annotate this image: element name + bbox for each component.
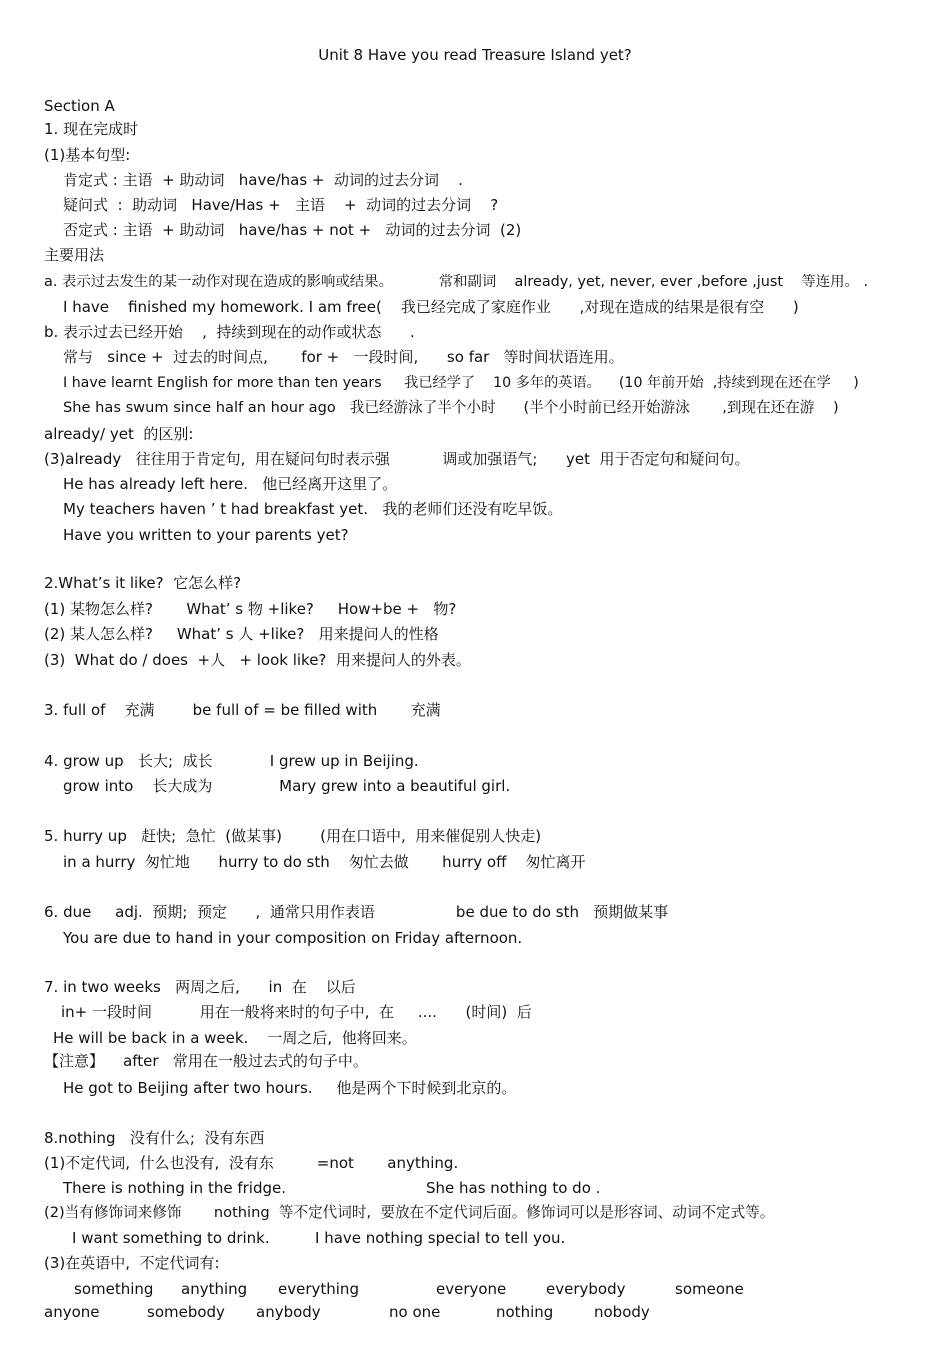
text-line: She has nothing to do . <box>426 1179 601 1197</box>
text-line: 常与 since + 过去的时间点, for + 一段时间, so far 等时间状语连用。 <box>63 348 624 366</box>
pronoun-word: somebody <box>147 1303 225 1321</box>
text-line: already/ yet 的区别: <box>44 425 194 443</box>
text-line: grow into 长大成为 Mary grew into a beautiful girl. <box>63 777 511 795</box>
item-heading: 3. full of 充满 be full of = be filled with 充满 <box>44 701 441 719</box>
text-line: I have nothing special to tell you. <box>315 1229 566 1247</box>
item-heading: 8.nothing 没有什么; 没有东西 <box>44 1129 265 1147</box>
text-line: a. 表示过去发生的某一动作对现在造成的影响或结果。 常和副词 already, yet, never, ever ,before ,just 等连用。 . <box>44 274 869 290</box>
pronoun-word: someone <box>675 1280 744 1298</box>
text-line: (2)当有修饰词来修饰 nothing 等不定代词时, 要放在不定代词后面。修饰词可以是形容词、动词不定式等。 <box>44 1204 775 1221</box>
text-line: (3)already 往往用于肯定句, 用在疑问句时表示强 调或加强语气; yet 用于否定句和疑问句。 <box>44 450 750 468</box>
text-line: 肯定式 : 主语 + 助动词 have/has + 动词的过去分词 . <box>63 171 463 189</box>
text-line: (1)不定代词, 什么也没有, 没有东 =not anything. <box>44 1154 459 1172</box>
text-line: He has already left here. 他已经离开这里了。 <box>63 475 398 493</box>
text-line: Have you written to your parents yet? <box>63 526 349 544</box>
pronoun-word: something <box>74 1280 154 1298</box>
pronoun-word: nothing <box>496 1303 554 1321</box>
item-heading: 2.What’s it like? 它怎么样? <box>44 574 242 592</box>
section-heading: Section A <box>44 97 115 115</box>
text-line: He got to Beijing after two hours. 他是两个下时候到北京的。 <box>63 1079 517 1097</box>
text-line: She has swum since half an hour ago 我已经游泳了半个小时 (半个小时前已经开始游泳 ,到现在还在游 ) <box>63 399 839 416</box>
pronoun-word: anybody <box>256 1303 321 1321</box>
item-heading: 5. hurry up 赶快; 急忙 (做某事) (用在口语中, 用来催促别人快走) <box>44 827 542 845</box>
text-line: I have finished my homework. I am free( 我已经完成了家庭作业 ,对现在造成的结果是很有空 ) <box>63 298 799 316</box>
pronoun-word: everybody <box>546 1280 626 1298</box>
text-line: (1) 某物怎么样? What’ s 物 +like? How+be + 物? <box>44 600 457 618</box>
text-line: (3)在英语中, 不定代词有: <box>44 1254 220 1272</box>
page-title: Unit 8 Have you read Treasure Island yet? <box>318 46 632 64</box>
pronoun-word: anyone <box>44 1303 100 1321</box>
text-line: (2) 某人怎么样? What’ s 人 +like? 用来提问人的性格 <box>44 625 439 643</box>
pronoun-word: no one <box>389 1303 441 1321</box>
text-line: (1)基本句型: <box>44 146 131 164</box>
text-line: in a hurry 匆忙地 hurry to do sth 匆忙去做 hurry off 匆忙离开 <box>63 853 586 871</box>
text-line: You are due to hand in your composition on Friday afternoon. <box>63 929 523 947</box>
text-line: I have learnt English for more than ten years 我已经学了 10 多年的英语。 (10 年前开始 ,持续到现在还在学 ) <box>63 375 859 391</box>
item-heading: 7. in two weeks 两周之后, in 在 以后 <box>44 978 356 996</box>
text-line: He will be back in a week. 一周之后, 他将回来。 <box>53 1029 417 1047</box>
text-line: There is nothing in the fridge. <box>63 1179 287 1197</box>
pronoun-word: anything <box>181 1280 248 1298</box>
item-heading: 4. grow up 长大; 成长 I grew up in Beijing. <box>44 752 419 770</box>
text-line: I want something to drink. <box>72 1229 270 1247</box>
note-line: 【注意】 after 常用在一般过去式的句子中。 <box>44 1052 368 1070</box>
item-heading: 1. 现在完成时 <box>44 120 139 138</box>
text-line: in+ 一段时间 用在一般将来时的句子中, 在 .... (时间) 后 <box>61 1003 532 1021</box>
pronoun-word: nobody <box>594 1303 650 1321</box>
pronoun-word: everything <box>278 1280 359 1298</box>
text-line: 主要用法 <box>44 246 105 264</box>
text-line: (3) What do / does +人 + look like? 用来提问人的外表。 <box>44 651 471 669</box>
text-line: 疑问式 : 助动词 Have/Has + 主语 + 动词的过去分词 ? <box>63 196 499 214</box>
text-line: 否定式 : 主语 + 助动词 have/has + not + 动词的过去分词 (2) <box>63 221 522 239</box>
item-heading: 6. due adj. 预期; 预定 , 通常只用作表语 be due to do sth 预期做某事 <box>44 903 669 921</box>
text-line: My teachers haven ’ t had breakfast yet. 我的老师们还没有吃早饭。 <box>63 500 563 518</box>
text-line: b. 表示过去已经开始 , 持续到现在的动作或状态 . <box>44 323 415 341</box>
pronoun-word: everyone <box>436 1280 507 1298</box>
